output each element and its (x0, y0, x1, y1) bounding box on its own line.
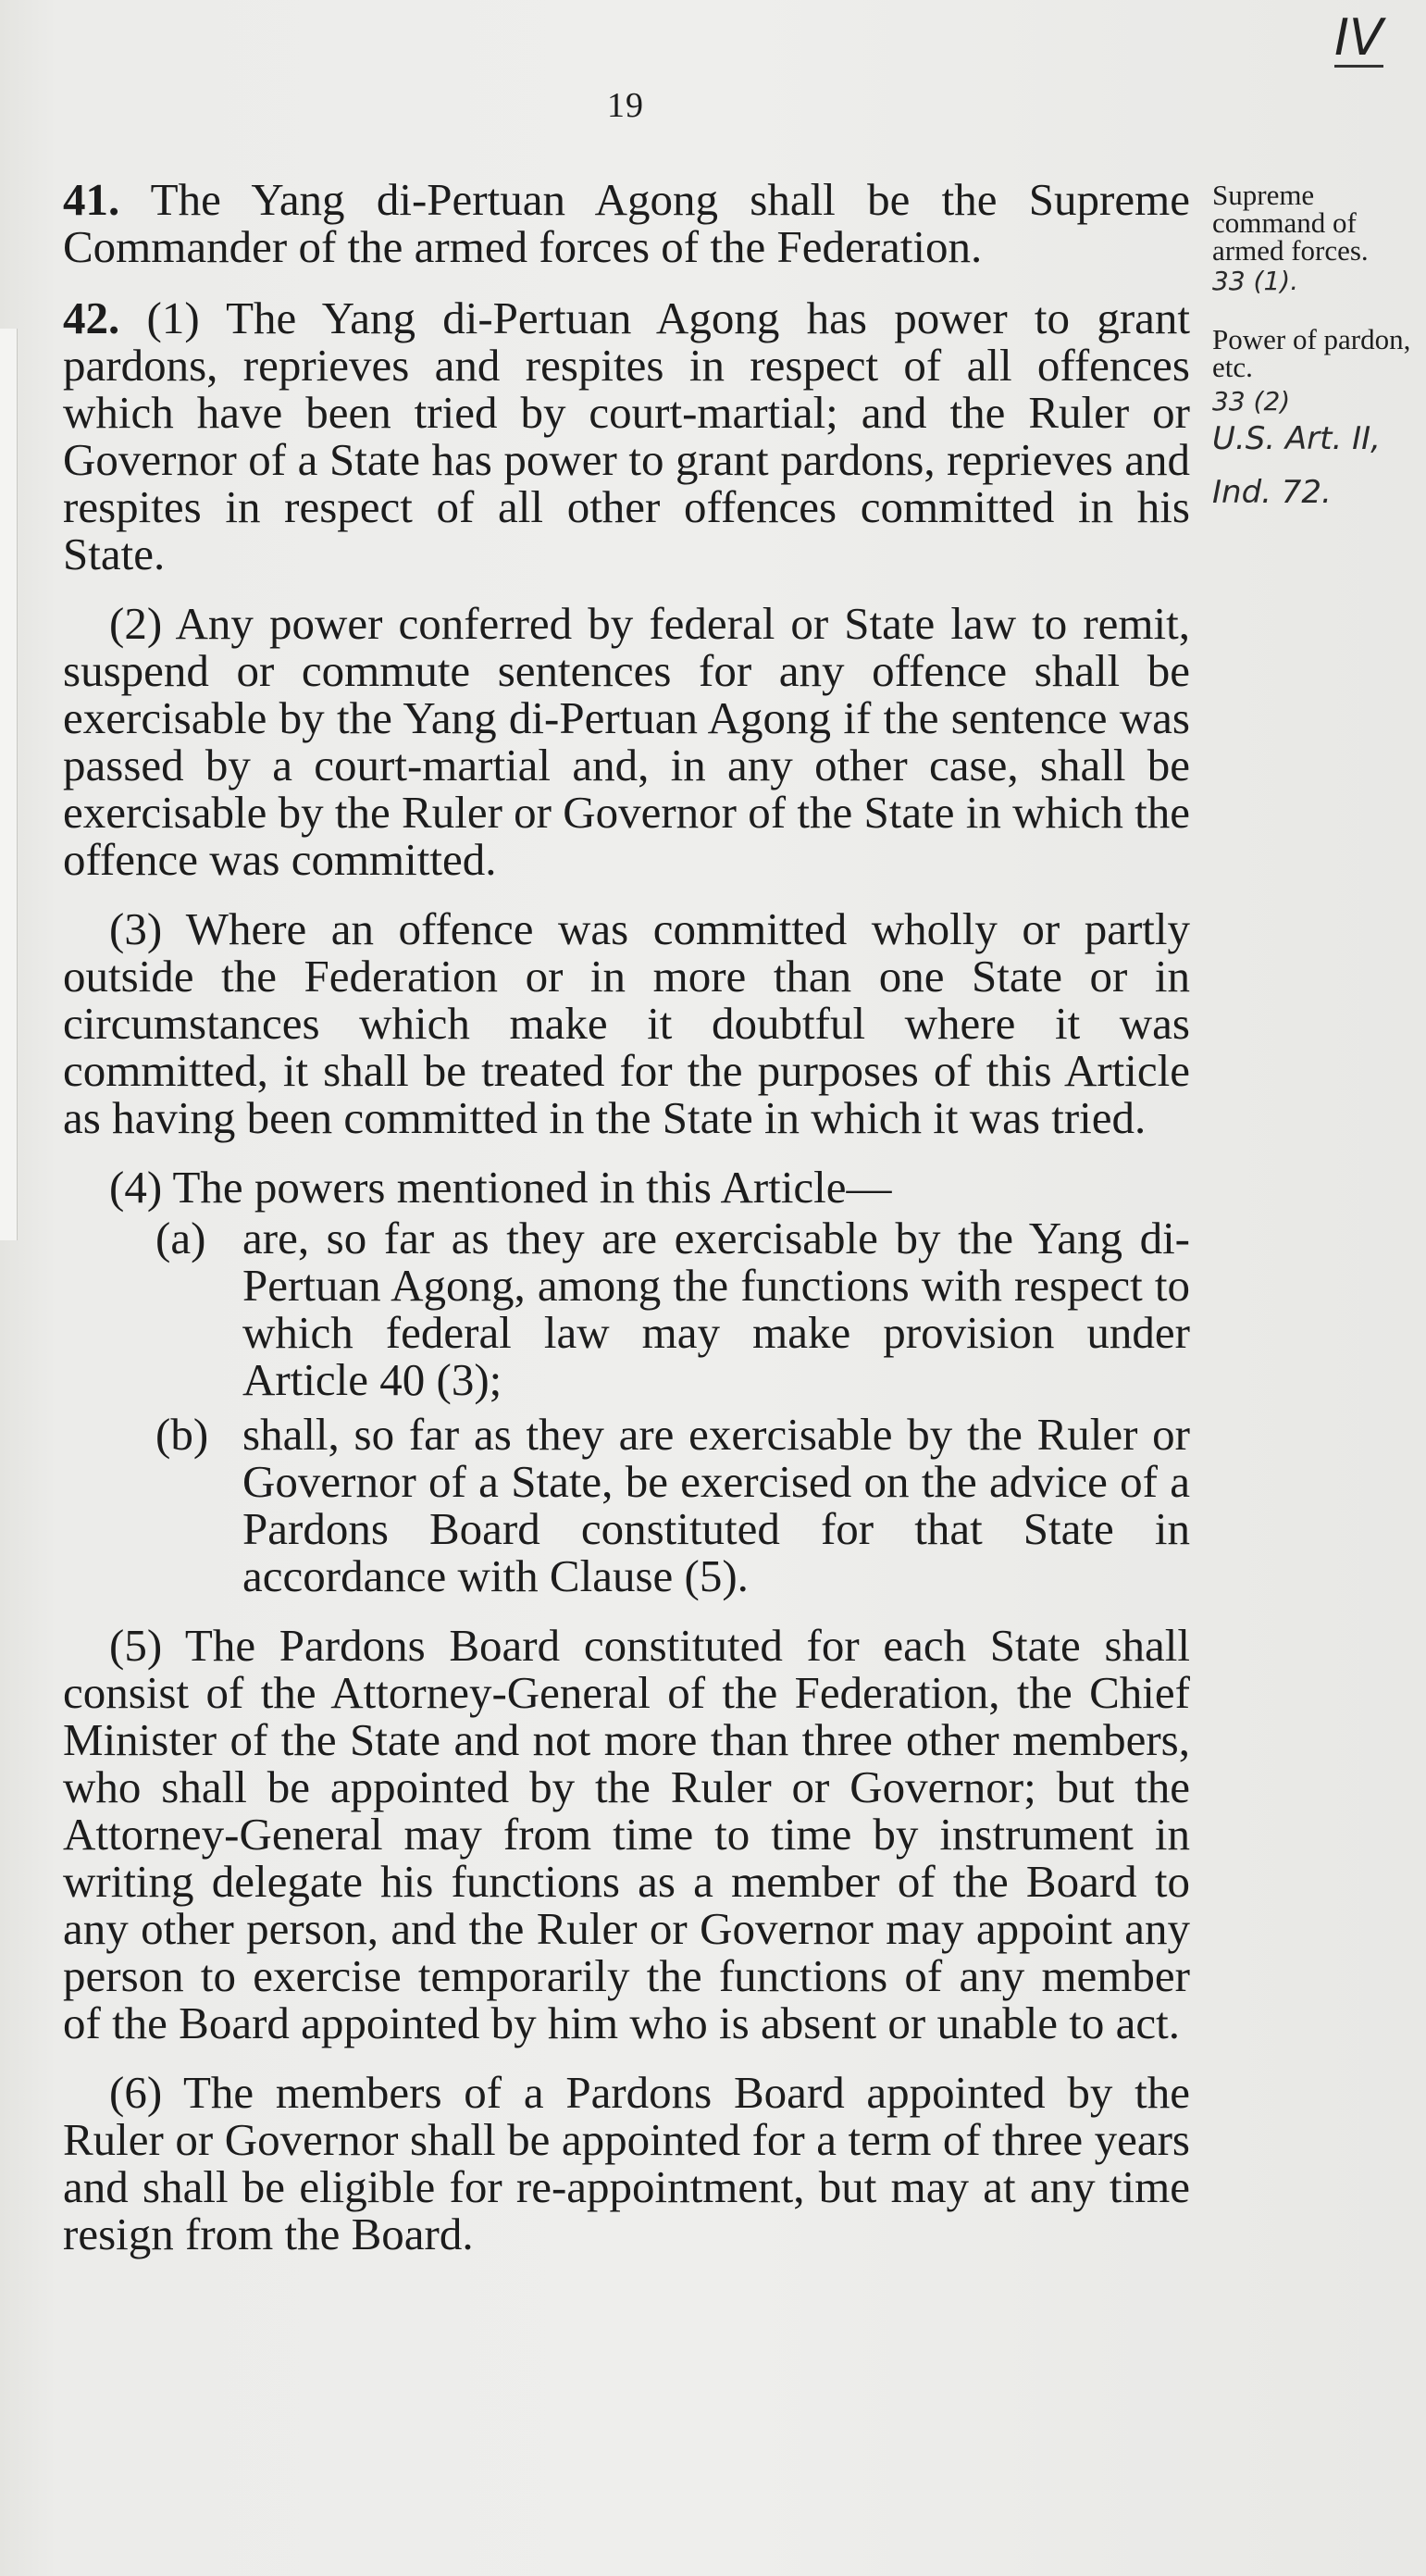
article-42-clause-1-text: (1) The Yang di-Pertuan Agong has power to grant pardons, reprieves and respites in respect of all offences which have been tried by court-martial; and the Ruler or Governor of a State has power to grant pardons, reprieves and respites in respect of all other offences committed in his State. (63, 292, 1191, 579)
clause-4-b-label: (b) (155, 1409, 209, 1460)
article-41 (63, 176, 1190, 270)
handwritten-corner-mark: IV (1334, 8, 1383, 67)
article-42-clause-2: (2) Any power conferred by federal or State law to remit, suspend or commute sentences for any offence shall be exercisable by the Yang di-Pertuan Agong if the sentence was passed by a court-martial and, in any other case, shall be exercisable by the Ruler or Governor of the State in which the offence was committed. (63, 598, 1190, 885)
handwritten-ref-art42-1: 33 (2) (1212, 386, 1291, 417)
article-42-clause-1 (63, 294, 1190, 578)
article-42-number: 42. (63, 292, 120, 343)
handwritten-ref-art41: 33 (1). (1212, 266, 1299, 296)
margin-notes (1212, 181, 1420, 513)
margin-note-article-41: Supreme command of armed forces. (1212, 179, 1369, 267)
handwritten-ref-art42-3: Ind. 72. (1212, 474, 1332, 511)
article-41-number: 41. (63, 174, 120, 225)
article-42-clause-3: (3) Where an offence was committed wholly or partly outside the Federation or in more than one State or in circumstances which make it doubtful where it was committed, it shall be treated for the purposes of this Article as having been committed in the State in which it was tried. (63, 903, 1190, 1143)
page-number: 19 (607, 86, 644, 125)
article-42-clause-5: (5) The Pardons Board constituted for each State shall consist of the Attorney-General of the Federation, the Chief Minister of the State and not more than three other members, who shall be appointed by the Ruler or Governor; but the Attorney-General may from time to time by instrument in writing delegate his functions as a member of the Board to any other person, and the Ruler or Governor may appoint any person to exercise temporarily the functions of any member of the Board appointed by him who is absent or unable to act. (63, 1620, 1190, 2048)
margin-note-article-42: Power of pardon, etc. (1212, 323, 1411, 383)
article-41-text: The Yang di-Pertuan Agong shall be the Supreme Commander of the armed forces of the Federation. (63, 174, 1190, 272)
clause-4-a-label: (a) (155, 1213, 206, 1263)
article-42-clause-6: (6) The members of a Pardons Board appointed by the Ruler or Governor shall be appointed for a term of three years and shall be eligible for re-appointment, but may at any time resign from the Board. (63, 2067, 1190, 2259)
handwritten-ref-art42-2: U.S. Art. II, (1212, 420, 1381, 457)
page-edge-strip (0, 329, 18, 1240)
article-42-clause-4-intro: (4) The powers mentioned in this Article— (109, 1162, 892, 1213)
body-text (63, 176, 1190, 2280)
clause-4-b-text: shall, so far as they are exercisable by the Ruler or Governor of a State, be exercised on the advice of a Pardons Board constituted for that State in accordance with Clause (5). (242, 1409, 1190, 1601)
article-42-clause-4-b (155, 1411, 1190, 1599)
clause-4-a-text: are, so far as they are exercisable by the Yang di-Pertuan Agong, among the functions with respect to which federal law may make provision under Article 40 (3); (242, 1213, 1190, 1405)
article-42-clause-4-a (155, 1214, 1190, 1403)
